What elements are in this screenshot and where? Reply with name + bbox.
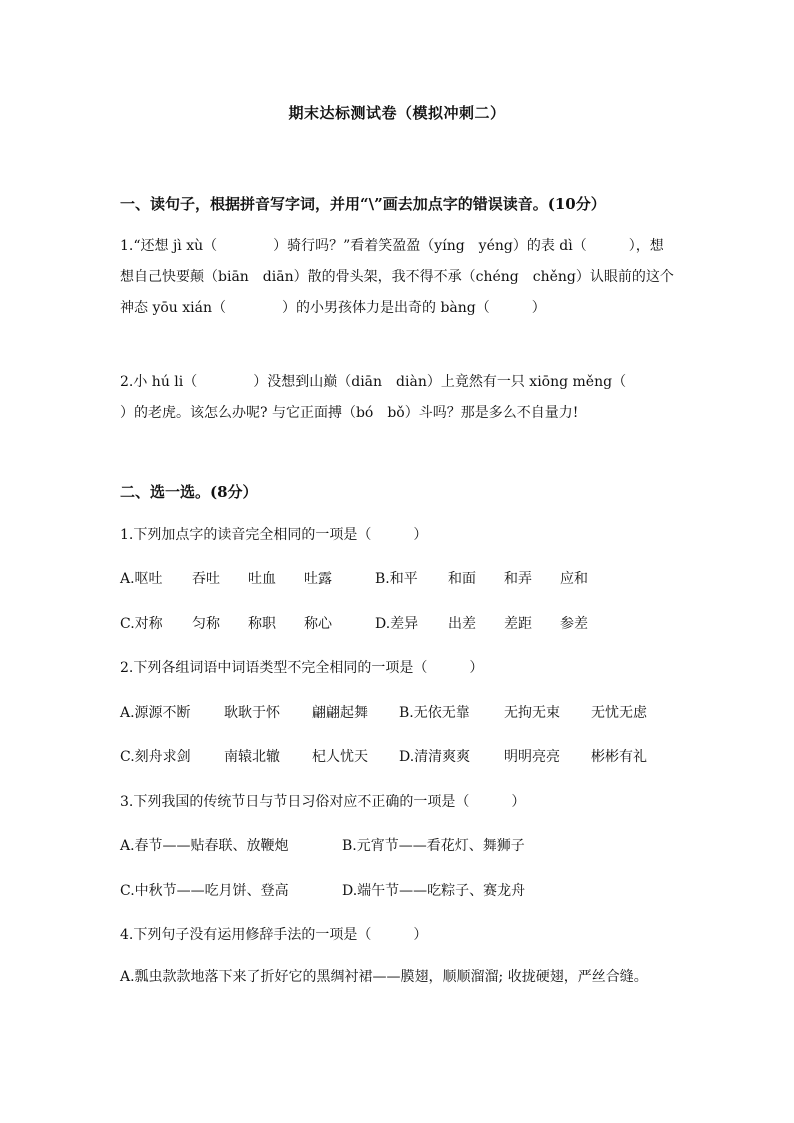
option-item: 吐露 [304,571,332,587]
option-item: 参差 [560,616,588,632]
option-item: 无拘无束 [504,705,560,721]
question-1-1: 1.“还想 jì xù（ ）骑行吗？”看着笑盈盈（yíng yéng）的表 dì（ ），想想自己快要颠（biān diān）散的骨头架，我不得不承（chéng chěng）认眼前的这个神态 yōu xián（ ）的小男孩体力是出奇的 bàng（ ） [120,238,674,316]
option-item: C.刻舟求剑 [120,749,191,765]
option-item: 称心 [304,616,332,632]
question-2-4-option-a: A.瓢虫款款地落下来了折好它的黑绸衬裙——膜翅，顺顺溜溜; 收拢硬翅，严丝合缝。 [120,969,648,985]
option-item: A.春节——贴春联、放鞭炮 [120,838,289,854]
question-2-2-stem: 2.下列各组词语中词语类型不完全相同的一项是（ ） [120,660,484,676]
option-item: 耿耿于怀 [224,705,280,721]
question-2-4-stem: 4.下列句子没有运用修辞手法的一项是（ ） [120,927,428,943]
option-item: A.呕吐 [120,571,163,587]
option-item: 无忧无虑 [591,705,647,721]
option-item: 吞吐 [192,571,220,587]
option-item: B.元宵节——看花灯、舞狮子 [342,838,525,854]
option-item: 彬彬有礼 [591,749,647,765]
option-item: 明明亮亮 [504,749,560,765]
question-2-3-stem: 3.下列我国的传统节日与节日习俗对应不正确的一项是（ ） [120,794,526,810]
option-item: 和面 [448,571,476,587]
option-item: 出差 [448,616,476,632]
option-item: D.清清爽爽 [399,749,471,765]
section-2-heading: 二、选一选。(8分） [120,483,258,501]
option-item: C.对称 [120,616,163,632]
option-item: B.无依无靠 [399,705,470,721]
option-item: 杞人忧天 [312,749,368,765]
option-item: 差距 [504,616,532,632]
option-item: A.源源不断 [120,705,191,721]
question-2-1-stem: 1.下列加点字的读音完全相同的一项是（ ） [120,527,428,543]
option-item: 南辕北辙 [224,749,280,765]
section-1-heading: 一、读句子，根据拼音写字词，并用“\”画去加点字的错误读音。(10分） [120,195,606,213]
option-item: 匀称 [192,616,220,632]
question-1-2: 2.小 hú li（ ）没想到山巅（diān diàn）上竟然有一只 xiōng měng（ ）的老虎。该怎么办呢? 与它正面搏（bó bǒ）斗吗？那是多么不自量力! [120,374,697,421]
option-item: C.中秋节——吃月饼、登高 [120,883,289,899]
option-item: 吐血 [248,571,276,587]
option-item: 翩翩起舞 [312,705,368,721]
option-item: 应和 [560,571,588,587]
option-item: 称职 [248,616,276,632]
option-item: D.差异 [375,616,419,632]
page-title: 期末达标测试卷（模拟冲刺二） [288,104,506,122]
option-item: B.和平 [375,571,418,587]
option-item: 和弄 [504,571,532,587]
option-item: D.端午节——吃粽子、赛龙舟 [342,883,526,899]
